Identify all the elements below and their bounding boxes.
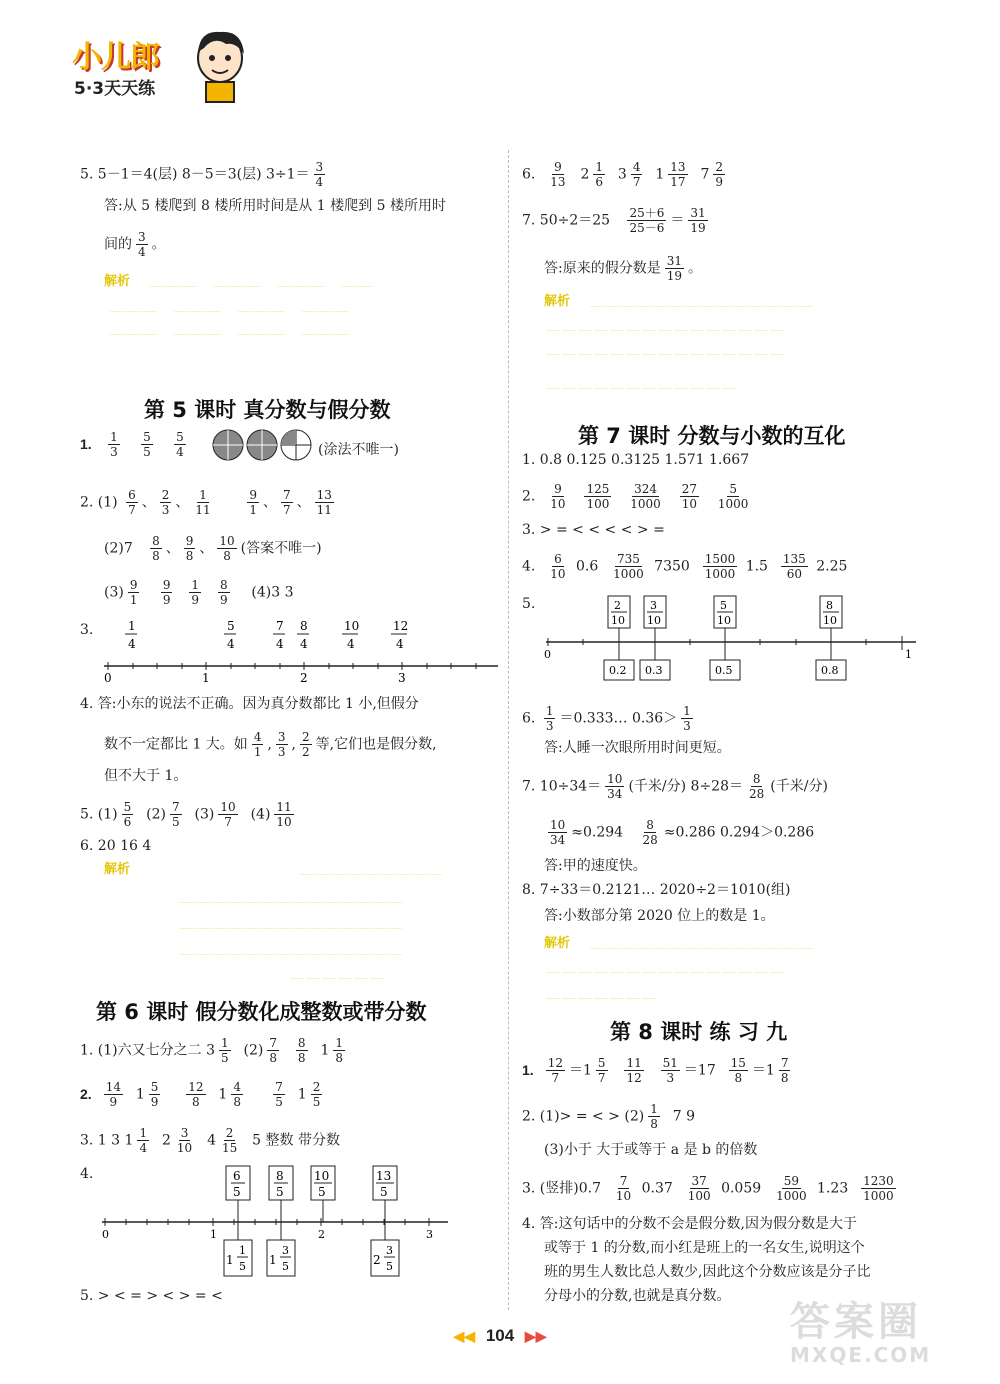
question-number: 4. bbox=[80, 1166, 94, 1182]
analysis-label: 解析 bbox=[544, 936, 571, 951]
answer-text: 5. 5－1＝4(层) 8－5＝3(层) 3÷1＝ bbox=[80, 166, 310, 183]
answer-line: 分母小的分数,也就是真分数。 bbox=[544, 1288, 731, 1304]
svg-text:10: 10 bbox=[314, 1169, 330, 1183]
answer-line: 2. (1) $\frac{6}{7}$ 、 $\frac{2}{3}$ 、 $\frac{1}{11}$ $\frac{9}{1}$ 、 $\frac{7}{7}$ 、 $\frac{13}{11}$ bbox=[80, 488, 332, 517]
answer-text: 7. 50÷2＝25 bbox=[522, 212, 611, 229]
answer-line: 4. 答:这句话中的分数不会是假分数,因为假分数是大于 bbox=[522, 1216, 857, 1232]
answer-text: ＝0.333… 0.36＞ bbox=[559, 710, 678, 727]
faded-text: ＿＿＿＿＿＿＿＿＿＿＿＿＿＿ bbox=[180, 889, 404, 905]
answer-line: 1. 0.8 0.125 0.3125 1.571 1.667 bbox=[522, 452, 750, 468]
number-line-diagram bbox=[100, 618, 500, 686]
faded-text: ＿＿＿ ＿＿＿ ＿＿＿ ＿＿ bbox=[150, 273, 374, 289]
answer-text: 6. bbox=[522, 710, 536, 727]
answer-line: 1. (1)六又七分之二 3 $\frac{1}{5}$ (2) $\frac{7}{8}$ $\frac{8}{8}$ 1 $\frac{1}{8}$ bbox=[80, 1036, 344, 1065]
svg-text:0.3: 0.3 bbox=[645, 664, 663, 677]
svg-text:5: 5 bbox=[282, 1260, 289, 1273]
svg-text:5: 5 bbox=[227, 619, 235, 633]
logo-subtitle: 5·3天天练 bbox=[74, 79, 156, 99]
faded-text: ＿＿＿＿＿＿＿＿＿＿＿＿＿＿ bbox=[180, 915, 404, 931]
svg-text:1: 1 bbox=[905, 648, 912, 661]
analysis-label: 解析 bbox=[104, 862, 131, 877]
answer-text: 2. (1) bbox=[80, 494, 118, 511]
section-title: 第 8 课时 练 习 九 bbox=[610, 1020, 788, 1044]
svg-text:5: 5 bbox=[318, 1185, 326, 1199]
svg-text:8: 8 bbox=[276, 1169, 284, 1183]
answer-line bbox=[80, 160, 329, 189]
answer-line: 3. > = < < < < > = bbox=[522, 522, 665, 538]
svg-text:2: 2 bbox=[614, 599, 621, 612]
answer-line: 7. 10÷34＝ $\frac{10}{34}$ (千米/分) 8÷28＝ $\frac{8}{28}$ (千米/分) bbox=[522, 772, 828, 801]
svg-text:0: 0 bbox=[544, 648, 551, 661]
answer-line: 4. 答:小东的说法不正确。因为真分数都比 1 小,但假分 bbox=[80, 696, 419, 712]
answer-line: 间的 $\frac{3}{4}$ 。 bbox=[104, 230, 166, 259]
answer-text: 3. 1 3 1 bbox=[80, 1132, 134, 1149]
faded-text: ＿＿＿＿＿＿＿＿＿＿＿＿＿＿＿ bbox=[546, 959, 786, 975]
answer-text: 5 整数 带分数 bbox=[252, 1132, 340, 1149]
svg-text:4: 4 bbox=[396, 637, 404, 651]
fraction: $\frac{5}{5}$ bbox=[143, 430, 151, 459]
svg-text:8: 8 bbox=[300, 619, 308, 633]
answer-text: (4)3 3 bbox=[251, 584, 294, 601]
answer-line: 答:甲的速度快。 bbox=[544, 858, 647, 874]
svg-text:10: 10 bbox=[823, 614, 837, 627]
watermark-url: MXQE.COM bbox=[790, 1343, 932, 1367]
faded-text: ＿＿＿＿＿＿ bbox=[290, 965, 386, 981]
answer-line: 6. $\frac{1}{3}$ ＝0.333… 0.36＞ $\frac{1}{3}$ bbox=[522, 704, 691, 733]
answer-line: 答:原来的假分数是 $\frac{31}{19}$ 。 bbox=[544, 254, 702, 283]
answer-line: (3) $\frac{9}{1}$ $\frac{9}{9}$ $\frac{1}{9}$ $\frac{8}{9}$ (4)3 3 bbox=[104, 578, 294, 607]
svg-text:0.2: 0.2 bbox=[609, 664, 627, 677]
faded-text: ＿＿＿＿＿＿＿ bbox=[546, 985, 658, 1001]
answer-text: 3. (竖排)0.7 bbox=[522, 1180, 601, 1197]
svg-text:1: 1 bbox=[202, 671, 210, 685]
answer-line: 8. 7÷33＝0.2121… 2020÷2＝1010(组) bbox=[522, 882, 791, 898]
answer-line: (3)小于 大于或等于 a 是 b 的倍数 bbox=[544, 1142, 758, 1158]
answer-line: 6. $\frac{9}{13}$ 2 $\frac{1}{6}$ 3 $\frac{4}{7}$ 1 $\frac{13}{17}$ 7 $\frac{2}{9}$ bbox=[522, 160, 723, 189]
answer-line: $\frac{10}{34}$ ≈0.294 $\frac{8}{28}$ ≈0.286 0.294＞0.286 bbox=[550, 818, 815, 847]
svg-text:3: 3 bbox=[398, 671, 406, 685]
svg-text:12: 12 bbox=[393, 619, 409, 633]
svg-text:10: 10 bbox=[717, 614, 731, 627]
svg-text:5: 5 bbox=[386, 1260, 393, 1273]
answer-line: 班的男生人数比总人数少,因此这个分数应该是分子比 bbox=[544, 1264, 871, 1280]
page-header bbox=[70, 26, 250, 106]
page-number: 104 bbox=[485, 1326, 515, 1345]
answer-line: 6. 20 16 4 bbox=[80, 838, 152, 854]
next-page-icon: ▶▶ bbox=[524, 1328, 547, 1344]
svg-text:4: 4 bbox=[128, 637, 136, 651]
answer-text: 4. bbox=[522, 558, 536, 575]
svg-text:8: 8 bbox=[826, 599, 833, 612]
answer-line: 4. $\frac{6}{10}$ 0.6 $\frac{735}{1000}$ 7350 $\frac{1500}{1000}$ 1.5 $\frac{135}{60}$ 2.25 bbox=[522, 552, 848, 581]
faded-text: ＿＿＿＿＿＿＿＿＿＿＿＿＿＿＿ bbox=[546, 341, 786, 357]
faded-text: ＿＿＿＿＿＿＿＿＿＿＿＿＿＿ bbox=[590, 293, 814, 309]
logo-title: 小儿郎 bbox=[72, 40, 159, 75]
answer-line: 但不大于 1。 bbox=[104, 768, 188, 784]
svg-text:10: 10 bbox=[611, 614, 625, 627]
svg-text:0: 0 bbox=[102, 1228, 109, 1241]
svg-text:3: 3 bbox=[650, 599, 657, 612]
answer-text: 间的 bbox=[104, 236, 132, 253]
faded-text: ＿＿＿ ＿＿＿ ＿＿＿ ＿＿＿ bbox=[110, 321, 350, 337]
answer-text: 7 9 bbox=[672, 1108, 696, 1125]
section-title: 第 6 课时 假分数化成整数或带分数 bbox=[96, 1000, 427, 1024]
answer-text: ≈0.294 bbox=[571, 824, 624, 841]
svg-text:0: 0 bbox=[104, 671, 112, 685]
answer-line: 数不一定都比 1 大。如 $\frac{4}{1}$ , $\frac{3}{3}$ , $\frac{2}{2}$ 等,它们也是假分数, bbox=[104, 730, 437, 759]
svg-text:2: 2 bbox=[318, 1228, 325, 1241]
svg-text:3: 3 bbox=[282, 1244, 289, 1257]
answer-line: 2. $\frac{14}{9}$ 1 $\frac{5}{9}$ $\frac{12}{8}$ 1 $\frac{4}{8}$ $\frac{7}{5}$ 1 $\frac{2}{5}$ bbox=[80, 1080, 321, 1109]
section-title: 第 7 课时 分数与小数的互化 bbox=[578, 424, 846, 448]
faded-text: ＿＿＿ ＿＿＿ ＿＿＿ ＿＿＿ bbox=[110, 298, 350, 314]
fraction: $\frac{3}{4}$ bbox=[138, 230, 146, 259]
answer-text: 数不一定都比 1 大。如 bbox=[104, 736, 248, 753]
svg-text:3: 3 bbox=[426, 1228, 433, 1241]
answer-line: 1. $\frac{12}{7}$ ＝1 $\frac{5}{7}$ $\frac{11}{12}$ $\frac{51}{3}$ ＝17 $\frac{15}{8}$ ＝1 $\frac{7}{8}$ bbox=[522, 1056, 789, 1085]
answer-line: 答:从 5 楼爬到 8 楼所用时间是从 1 楼爬到 5 楼所用时 bbox=[104, 198, 446, 214]
svg-text:4: 4 bbox=[300, 637, 308, 651]
answer-line: 3. 1 3 1 $\frac{1}{4}$ 2 $\frac{3}{10}$ 4 $\frac{2}{15}$ 5 整数 带分数 bbox=[80, 1126, 340, 1155]
section-title: 第 5 课时 真分数与假分数 bbox=[144, 398, 391, 422]
faded-text: ＿＿＿＿＿＿＿＿＿ bbox=[300, 861, 444, 877]
answer-line: 答:人睡一次眼所用时间更短。 bbox=[544, 740, 731, 756]
answer-line: (2)7 $\frac{8}{8}$ 、 $\frac{9}{8}$ 、 $\frac{10}{8}$ (答案不唯一) bbox=[104, 534, 322, 563]
svg-text:5: 5 bbox=[380, 1185, 388, 1199]
answer-text: 7. 10÷34＝ bbox=[522, 778, 602, 795]
answer-text: 等,它们也是假分数, bbox=[315, 736, 437, 753]
shaded-circles-diagram bbox=[212, 428, 316, 462]
svg-text:5: 5 bbox=[276, 1185, 284, 1199]
svg-text:1: 1 bbox=[239, 1244, 246, 1257]
note-text: (涂法不唯一) bbox=[318, 442, 399, 458]
answer-line: 5. > < = > < > = < bbox=[80, 1288, 223, 1304]
mascot-icon bbox=[190, 28, 250, 104]
analysis-label: 解析 bbox=[544, 294, 571, 309]
svg-text:13: 13 bbox=[376, 1169, 392, 1183]
answer-line: 或等于 1 的分数,而小红是班上的一名女生,说明这个 bbox=[544, 1240, 865, 1256]
svg-text:0.8: 0.8 bbox=[821, 664, 839, 677]
fraction: $\frac{1}{3}$ bbox=[110, 430, 118, 459]
answer-text: 2. bbox=[522, 488, 536, 505]
faded-text: ＿＿＿＿＿＿＿＿＿＿＿＿＿＿ bbox=[590, 935, 814, 951]
svg-text:1: 1 bbox=[269, 1253, 277, 1267]
column-divider bbox=[508, 150, 509, 1310]
answer-line: 3. (竖排)0.7 $\frac{7}{10}$ 0.37 $\frac{37}{100}$ 0.059 $\frac{59}{1000}$ 1.23 $\frac{1230}{1000}$ bbox=[522, 1174, 894, 1203]
watermark bbox=[790, 1290, 990, 1380]
answer-text: (千米/分) 8÷28＝ bbox=[628, 778, 743, 795]
svg-text:1: 1 bbox=[128, 619, 136, 633]
answer-text: 5. (1) bbox=[80, 806, 118, 823]
svg-text:4: 4 bbox=[227, 637, 235, 651]
prev-page-icon: ◀◀ bbox=[453, 1328, 476, 1344]
answer-text: (千米/分) bbox=[770, 778, 828, 795]
svg-text:2: 2 bbox=[300, 671, 308, 685]
answer-line: 5. (1) $\frac{5}{6}$ (2) $\frac{7}{5}$ (3) $\frac{10}{7}$ (4) $\frac{11}{10}$ bbox=[80, 800, 292, 829]
fraction: $\frac{3}{4}$ bbox=[315, 160, 324, 189]
svg-text:5: 5 bbox=[720, 599, 727, 612]
answer-text: 答:原来的假分数是 bbox=[544, 260, 661, 277]
svg-text:2: 2 bbox=[373, 1253, 381, 1267]
svg-text:5: 5 bbox=[239, 1260, 246, 1273]
answer-text: (3) bbox=[104, 584, 124, 601]
answer-text: 2. (1)> = < > (2) bbox=[522, 1108, 645, 1125]
answer-text: 6. bbox=[522, 166, 536, 183]
faded-text: ＿＿＿＿＿＿＿＿＿＿＿＿＿＿ bbox=[180, 941, 404, 957]
svg-text:10: 10 bbox=[647, 614, 661, 627]
number-line-diagram bbox=[100, 1164, 450, 1284]
faded-text: ＿＿＿＿＿＿＿＿＿＿＿＿ bbox=[546, 375, 738, 391]
svg-text:7: 7 bbox=[276, 619, 284, 633]
svg-text:0.5: 0.5 bbox=[715, 664, 733, 677]
watermark-title: 答案圈 bbox=[790, 1299, 922, 1345]
analysis-label: 解析 bbox=[104, 274, 131, 289]
note-text: (答案不唯一) bbox=[240, 540, 322, 557]
answer-text: (2)7 bbox=[104, 540, 133, 557]
svg-text:1: 1 bbox=[210, 1228, 217, 1241]
svg-text:6: 6 bbox=[233, 1169, 241, 1183]
svg-text:3: 3 bbox=[386, 1244, 393, 1257]
svg-text:1: 1 bbox=[226, 1253, 234, 1267]
answer-text: 1. (1)六又七分之二 3 bbox=[80, 1042, 215, 1059]
fraction: $\frac{5}{4}$ bbox=[176, 430, 184, 459]
answer-line: 7. 50÷2＝25 $\frac{25+6}{25-6}$ ＝ $\frac{31}{19}$ bbox=[522, 206, 706, 235]
answer-line: 1. $\frac{1}{3}$ $\frac{5}{5}$ $\frac{5}{4}$ bbox=[80, 430, 184, 459]
svg-text:5: 5 bbox=[233, 1185, 241, 1199]
answer-text: ≈0.286 0.294＞0.286 bbox=[663, 824, 815, 841]
question-number: 3. bbox=[80, 622, 94, 638]
answer-line: 答:小数部分第 2020 位上的数是 1。 bbox=[544, 908, 775, 924]
svg-text:10: 10 bbox=[344, 619, 360, 633]
svg-text:4: 4 bbox=[347, 637, 355, 651]
question-number: 5. bbox=[522, 596, 536, 612]
svg-text:4: 4 bbox=[276, 637, 284, 651]
faded-text: ＿＿＿＿＿＿＿＿＿＿＿＿＿＿＿ bbox=[546, 317, 786, 333]
answer-line: 2. $\frac{9}{10}$ $\frac{125}{100}$ $\frac{324}{1000}$ $\frac{27}{10}$ $\frac{5}{1000}$ bbox=[522, 482, 749, 511]
answer-line: 2. (1)> = < > (2) $\frac{1}{8}$ 7 9 bbox=[522, 1102, 696, 1131]
number-line-diagram bbox=[540, 592, 920, 686]
